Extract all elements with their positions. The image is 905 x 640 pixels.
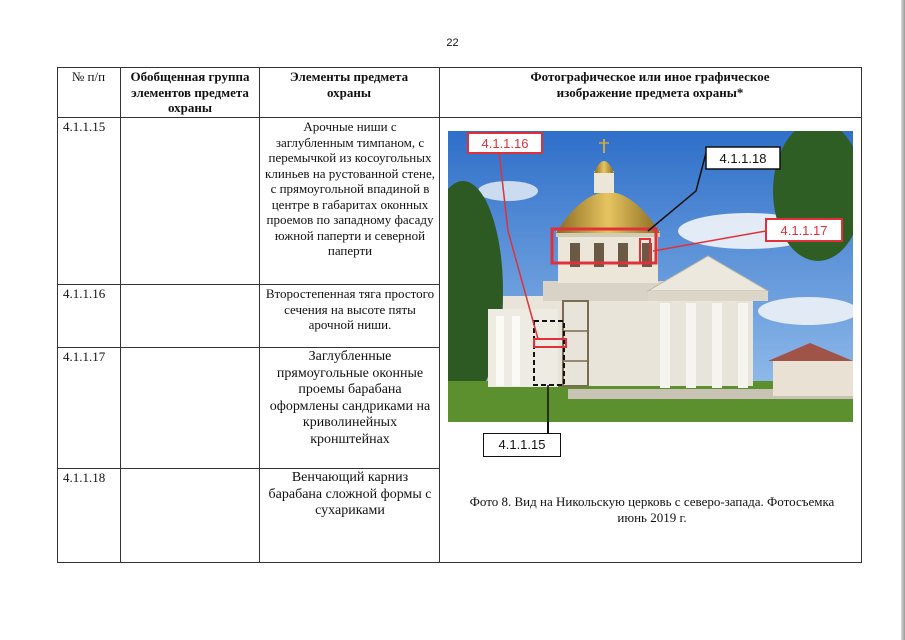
label-4-1-1-16: 4.1.1.16	[481, 136, 529, 151]
header-num: № п/п	[71, 69, 106, 84]
label-4-1-1-15-leader	[547, 422, 549, 434]
row-text-4-1-1-17: Заглубленные прямоугольные оконные проемы барабана оформлены сандриками на криволинейных кронштейнах	[269, 349, 431, 447]
row-text-4-1-1-16: Второстепенная тяга простого сечения на высоте пяты арочной ниши.	[265, 286, 435, 332]
header-group: Обобщенная группа элементов предмета охраны	[130, 69, 250, 115]
church-illustration	[448, 131, 853, 422]
row-id-4-1-1-17: 4.1.1.17	[63, 349, 106, 364]
row-id-4-1-1-15: 4.1.1.15	[63, 119, 106, 134]
label-4-1-1-18: 4.1.1.18	[719, 151, 767, 166]
photo-caption: Фото 8. Вид на Никольскую церковь с северо-запада. Фотосъемка июнь 2019 г.	[469, 494, 835, 525]
header-elements: Элементы предмета охраны	[289, 69, 409, 100]
church-photo	[448, 131, 853, 422]
row-id-4-1-1-16: 4.1.1.16	[63, 286, 106, 301]
row-text-4-1-1-15: Арочные ниши с заглубленным тимпаном, с перемычкой из косоугольных клиньев на рустованной стене, с прямоугольной впадиной в центре в габаритах оконных проемов по западному фасаду южной паперти и северной паперти	[265, 119, 435, 258]
label-4-1-1-15: 4.1.1.15	[498, 437, 546, 452]
header-image: Фотографическое или иное графическое изображение предмета охраны*	[530, 69, 770, 100]
page-number: 22	[446, 37, 459, 49]
label-4-1-1-15-box	[483, 433, 561, 457]
page-edge-shadow	[901, 0, 905, 640]
row-id-4-1-1-18: 4.1.1.18	[63, 470, 106, 485]
label-4-1-1-17: 4.1.1.17	[780, 223, 828, 238]
row-text-4-1-1-18: Венчающий карниз барабана сложной формы с сухариками	[268, 470, 432, 518]
